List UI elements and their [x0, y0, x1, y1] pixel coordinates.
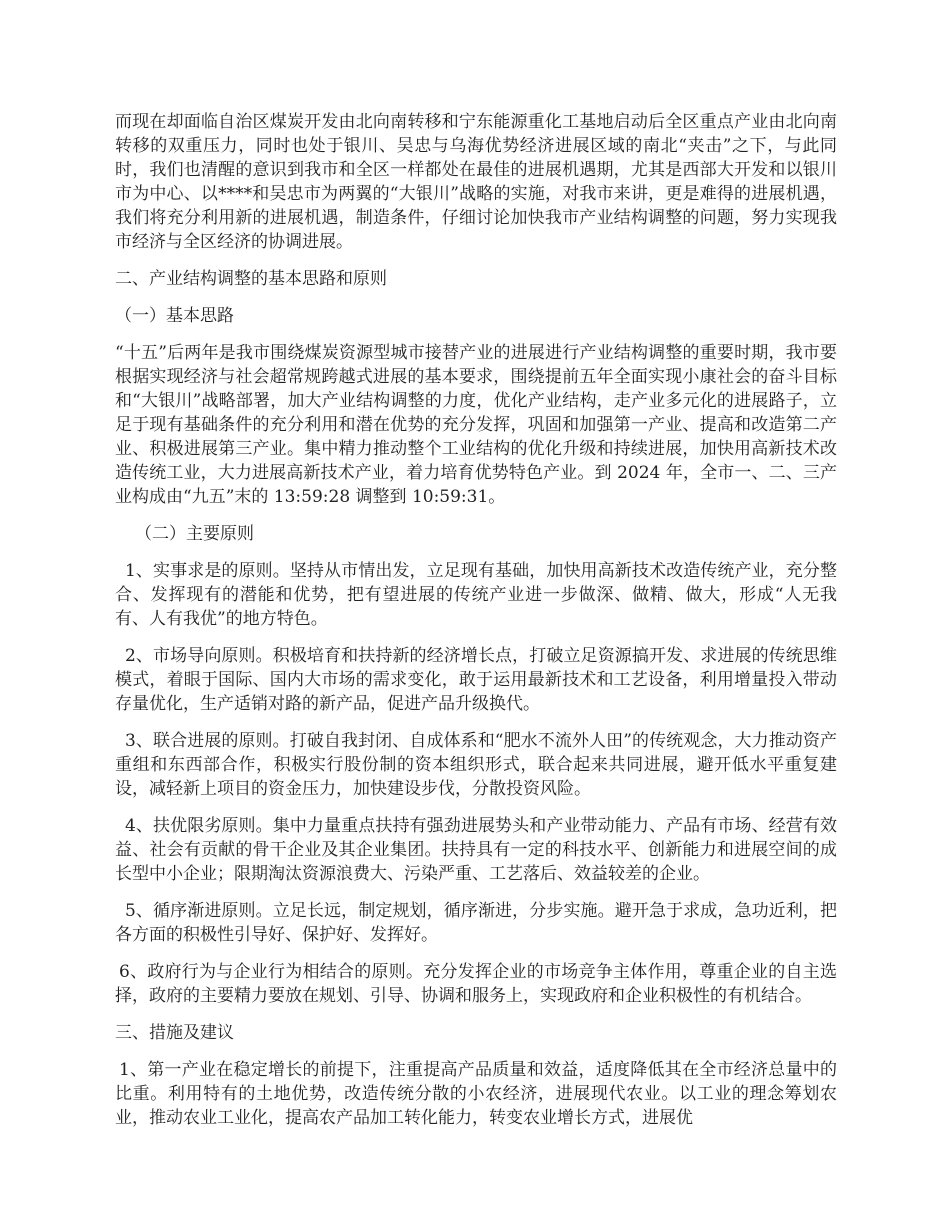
measure-1-paragraph: 1、第一产业在稳定增长的前提下，注重提高产品质量和效益，适度降低其在全市经济总量中的比重。利用特有的土地优势，改造传统分散的小农经济，进展现代农业。以工业的理念筹划农业，推动农业工业化，提高农产品加工转化能力，转变农业增长方式，进展优: [115, 1060, 837, 1128]
principle-5-paragraph: 5、循序渐进原则。立足长远，制定规划，循序渐进，分步实施。避开急于求成，急功近利，把各方面的积极性引导好、保护好、发挥好。: [115, 901, 837, 945]
principle-3-paragraph: 3、联合进展的原则。打破自我封闭、自成体系和“肥水不流外人田”的传统观念，大力推动资产重组和东西部合作，积极实行股份制的资本组织形式，联合起来共同进展，避开低水平重复建设，减轻新上项目的资金压力，加快建设步伐，分散投资风险。: [115, 731, 837, 799]
subsection-2-heading: （二）主要原则: [135, 524, 254, 544]
principle-6-paragraph: 6、政府行为与企业行为相结合的原则。充分发挥企业的市场竞争主体作用，尊重企业的自主选择，政府的主要精力要放在规划、引导、协调和服务上，实现政府和企业积极性的有机结合。: [115, 962, 837, 1006]
subsection-1-heading: （一）基本思路: [115, 306, 234, 326]
principle-4-paragraph: 4、扶优限劣原则。集中力量重点扶持有强劲进展势头和产业带动能力、产品有市场、经营有效益、社会有贡献的骨干企业及其企业集团。扶持具有一定的科技水平、创新能力和进展空间的成长型中小企业；限期淘汰资源浪费大、污染严重、工艺落后、效益较差的企业。: [115, 816, 837, 884]
section-2-heading: 二、产业结构调整的基本思路和原则: [115, 269, 387, 289]
principle-1-paragraph: 1、实事求是的原则。坚持从市情出发，立足现有基础，加快用高新技术改造传统产业，充分整合、发挥现有的潜能和优势，把有望进展的传统产业进一步做深、做精、做大，形成“人无我有、人有我优”的地方特色。: [115, 561, 837, 629]
section-3-heading: 三、措施及建议: [115, 1023, 234, 1043]
intro-paragraph: 而现在却面临自治区煤炭开发由北向南转移和宁东能源重化工基地启动后全区重点产业由北向南转移的双重压力，同时也处于银川、吴忠与乌海优势经济进展区域的南北“夹击”之下，与此同时，我们也清醒的意识到我市和全区一样都处在最佳的进展机遇期，尤其是西部大开发和以银川市为中心、以****和吴忠市为两翼的“大银川”战略的实施，对我市来讲，更是难得的进展机遇，我们将充分利用新的进展机遇，制造条件，仔细讨论加快我市产业结构调整的问题，努力实现我市经济与全区经济的协调进展。: [115, 112, 837, 252]
principle-2-paragraph: 2、市场导向原则。积极培育和扶持新的经济增长点，打破立足资源搞开发、求进展的传统思维模式，着眼于国际、国内大市场的需求变化，敢于运用最新技术和工艺设备，利用增量投入带动存量优化，生产适销对路的新产品，促进产品升级换代。: [115, 646, 837, 714]
document-page: [115, 110, 837, 1130]
basic-approach-paragraph: “十五”后两年是我市围绕煤炭资源型城市接替产业的进展进行产业结构调整的重要时期，我市要根据实现经济与社会超常规跨越式进展的基本要求，围绕提前五年全面实现小康社会的奋斗目标和“大银川”战略部署，加大产业结构调整的力度，优化产业结构，走产业多元化的进展路子，立足于现有基础条件的充分利用和潜在优势的充分发挥，巩固和加强第一产业、提高和改造第二产业、积极进展第三产业。集中精力推动整个工业结构的优化升级和持续进展，加快用高新技术改造传统工业，大力进展高新技术产业，着力培育优势特色产业。到 2024 年，全市一、二、三产业构成由“九五”末的 13:59:28 调整到 10:59:31。: [115, 343, 837, 507]
